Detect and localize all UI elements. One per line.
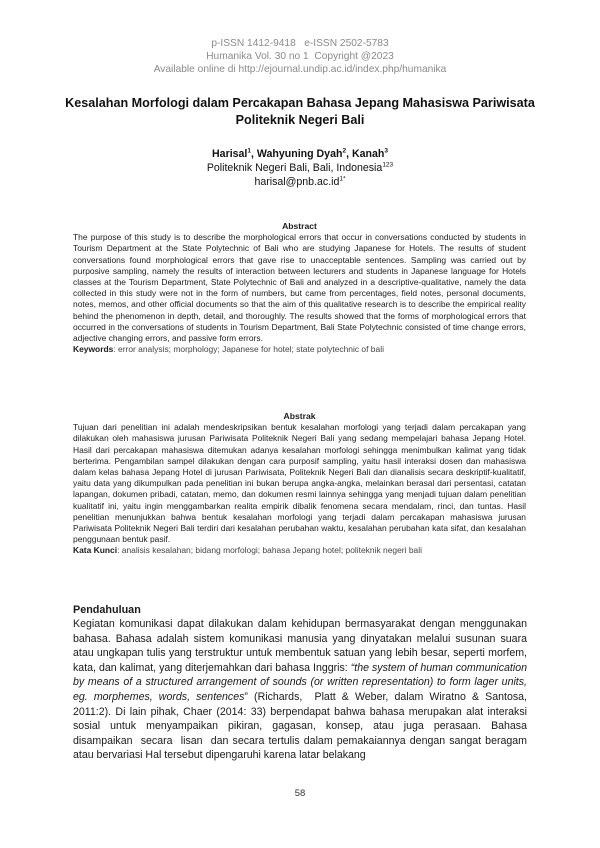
author-name: Harisal — [212, 148, 248, 160]
kata-kunci-line — [73, 545, 526, 556]
keywords-label: Keywords — [73, 344, 114, 355]
author-block — [0, 147, 600, 189]
kata-kunci-text: : analisis kesalahan; bidang morfologi; bahasa Jepang hotel; politeknik negeri bali — [117, 545, 422, 556]
author-name: Kanah — [351, 148, 385, 160]
author-separator: , — [251, 148, 257, 160]
author-sup: 1 — [247, 147, 251, 155]
author-sup: 3 — [384, 147, 388, 155]
intro-text-part2: ” (Richards, Platt & Weber, dalam Wiratno & Santosa, 2011:2). Di lain pihak, Chaer (2014: 33) berpendapat bahwa bahasa merupakan alat interaksi sosial untuk menyampaikan pikiran, gagasan, konsep, atau juga perasaan. Bahasa disampaikan secara lisan dan secara tertulis dalam pemakaiannya dengan sangat beragam atau bervariasi Hal tersebut dipengaruhi karena latar belakang — [73, 690, 533, 762]
kata-kunci-label: Kata Kunci — [73, 545, 118, 556]
abstract-heading: Abstract — [282, 221, 317, 231]
volume-line: Humanika Vol. 30 no 1 Copyright @2023 — [206, 51, 394, 62]
introduction-paragraph — [73, 617, 533, 763]
intro-text-part1: Kegiatan komunikasi dapat dilakukan dalam kehidupan bermasyarakat dengan menggunakan bahasa. Bahasa adalah sistem komunikasi manusia yang dinyatakan melalui susunan suara atau ungkapan tulis yang terstruktur untuk membentuk satuan yang lebih besar, seperti morfem, kata, dan kalimat, yang diterjemahkan dari bahasa Inggris: — [73, 618, 527, 674]
author-name: Wahyuning Dyah — [256, 148, 343, 160]
keywords-line — [73, 344, 526, 355]
email-sup: 1* — [339, 175, 346, 183]
affiliation-text: Politeknik Negeri Bali, Bali, Indonesia — [206, 162, 383, 174]
affiliation — [0, 161, 600, 175]
author-separator: , — [346, 148, 352, 160]
email-text[interactable]: harisal@pnb.ac.id — [254, 176, 340, 188]
abstrak-heading: Abstrak — [283, 411, 316, 421]
author-names — [0, 147, 600, 161]
abstract-body: The purpose of this study is to describe the morphological errors that occur in conversations conducted by students in Tourism Department at the State Polytechnic of Bali who are studying Japanese for Hotels. The results of student conversations found morphological errors that gave rise to unacceptable sentences. Sampling was carried out by purposive sampling, namely the results of interaction between lecturers and students in Japanese language for Hotels classes at the Tourism Department, State Polytechnic of Bali and analyzed in a descriptive-qualitative, namely the data collected in this study were not in the form of numbers, but came from percentages, field notes, personal documents, notes, memos, and other official documents so that the aim of this qualitative research is to describe the empirical reality behind the phenomenon in depth, detail, and thoroughly. The results showed that the forms of morphological errors that occurred in the conversations of students in Tourism Department, Bali State Polytechnic consisted of time change errors, adjective changing errors, and passive form errors. — [73, 232, 526, 344]
availability-line: Available online di http://ejournal.undip.ac.id/index.php/humanika — [153, 64, 447, 75]
abstract-english — [73, 221, 526, 355]
abstrak-body: Tujuan dari penelitian ini adalah mendeskripsikan bentuk kesalahan morfologi yang terjadi dalam percakapan yang dilakukan oleh mahasiswa jurusan Pariwisata Politeknik Negeri Bali yang sedang mempelajari bahasa Jepang Hotel. Hasil dari percakapan mahasiswa ditemukan adanya kesalahan morfologi sehingga menimbulkan kalimat yang tidak berterima. Pengambilan sampel dilakukan dengan cara purposif sampling, yaitu hasil interaksi dosen dan mahasiswa dalam kelas bahasa Jepang Hotel di jurusan Pariwisata, Politeknik Negeri Bali dan dianalisis secara deskriptif-kualitatif, yaitu data yang dikumpulkan pada penelitian ini bukan berupa angka-angka, melainkan berasal dari persentasi, catatan lapangan, dokumen pribadi, catatan, memo, dan dokumen resmi lainnya sehingga yang menjadi tujuan dalam penelitian kualitatif ini, yaitu ingin menggambarkan realita empirik dibalik fenomena secara mendalam, rinci, dan tuntas. Hasil penelitian menunjukkan bahwa bentuk kesalahan morfologi yang terjadi dalam percakapan mahasiswa jurusan Pariwisata Politeknik Negeri Bali terdiri dari kesalahan perubahan waktu, kesalahan perubahan kata sifat, dan kesalahan penggunaan bentuk pasif. — [73, 422, 526, 545]
journal-header — [0, 37, 600, 76]
page-number: 58 — [294, 788, 306, 799]
introduction-section — [73, 603, 533, 763]
affiliation-sup: 123 — [382, 161, 394, 169]
issn-line: p-ISSN 1412-9418 e-ISSN 2502-5783 — [211, 38, 389, 49]
introduction-heading: Pendahuluan — [73, 604, 141, 616]
keywords-text: : error analysis; morphology; Japanese for hotel; state polytechnic of bali — [113, 344, 384, 355]
email — [0, 175, 600, 189]
intro-quote: “the system of human communication by means of a structured arrangement of sounds (or written representation) to form lager units, eg. morphemes, words, sentences — [73, 661, 527, 703]
author-sup: 2 — [342, 147, 347, 155]
article-title: Kesalahan Morfologi dalam Percakapan Bahasa Jepang Mahasiswa Pariwisata Politeknik Negeri Bali — [65, 96, 535, 127]
abstract-indonesian — [73, 411, 526, 557]
